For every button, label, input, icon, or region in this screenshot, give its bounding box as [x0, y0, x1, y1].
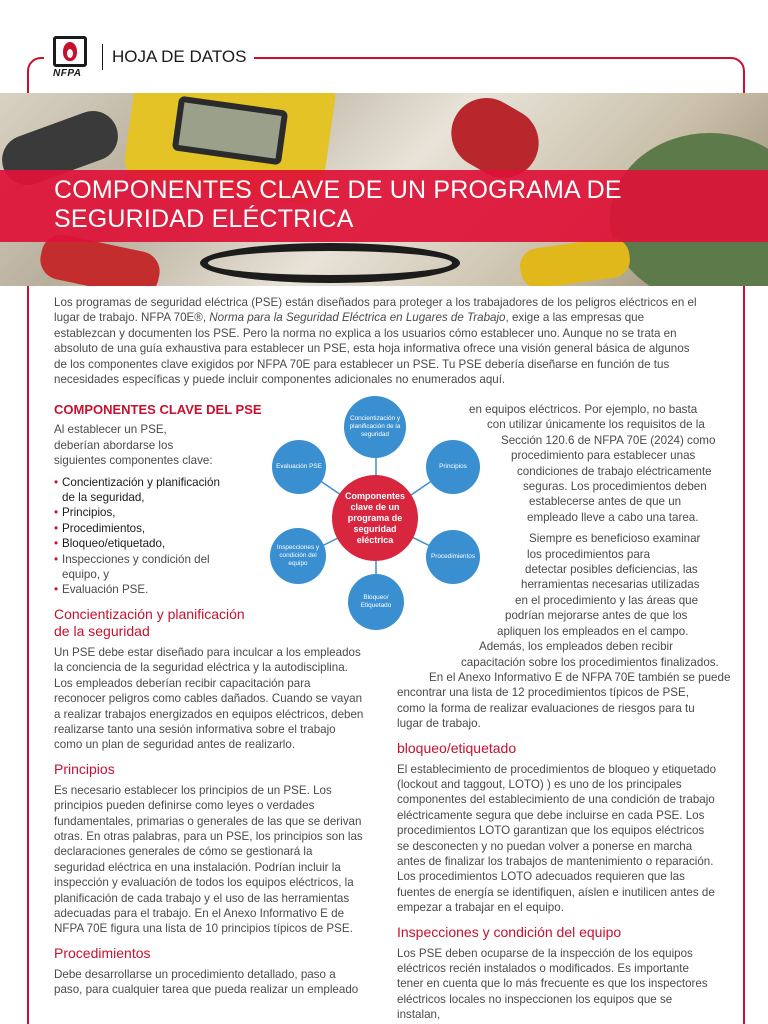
diagram-node-lockout: Bloqueo/ Etiquetado [348, 574, 404, 630]
page-title: COMPONENTES CLAVE DE UN PROGRAMA DE SEGURIDAD ELÉCTRICA [54, 176, 622, 233]
procedures-heading: Procedimientos [54, 944, 151, 961]
procedures-continued: en equipos eléctricos. Por ejemplo, no basta con utilizar únicamente los requisitos de la Sección 120.6 de NFPA 70E (2024) como procedimiento para establecer unas condiciones de trabajo eléctricamente seguras. Los procedimientos deben establecerse antes de que un empleado lleve a cabo una tarea. Siempre es beneficioso examinar los procedimientos para detectar posibles deficiencias, las herramientas necesarias utilizadas en el procedimiento y las áreas que podrían mejorarse antes de que los apliquen los empleados en el campo. Además, los empleados deben recibir capacitación sobre los procedimientos finalizados. En el Anexo Informativo E de NFPA 70E también se puede [429, 403, 731, 684]
title-banner [0, 170, 768, 242]
awareness-body: Un PSE debe estar diseñado para inculcar a los empleados la conciencia de la seguridad eléctrica y la autodisciplina. Los empleados deberían recibir capacitación para reconocer peligros como cables dañados. Cuando se vayan a realizar trabajos energizados en equipos eléctricos, deben realizarse tanto una sesión informativa sobre el trabajo como un plan de seguridad antes de realizarlo. [54, 645, 364, 752]
diagram-center: Componentes clave de un programa de seguridad eléctrica [332, 475, 418, 561]
procedures-body: Debe desarrollarse un procedimiento detallado, paso a paso, para cualquier tarea que pueda realizar un empleado [54, 967, 359, 997]
diagram-node-procedures: Procedimientos [426, 530, 480, 584]
list-item: • Evaluación PSE. [54, 582, 234, 597]
nfpa-logo [44, 34, 104, 80]
inspections-heading: Inspecciones y condición del equipo [397, 923, 622, 940]
key-components-list [54, 475, 234, 598]
principles-body: Es necesario establecer los principios de un PSE. Los principios pueden definirse como leyes o verdades fundamentales, primarias o generales de las que se derivan otras. En otras palabras, para un PSE, los principios son las declaraciones generales de cómo se gestionará la seguridad eléctrica en una instalación. Podrían incluir la inspección y evaluación de todos los equipos eléctricos, la planificación de cada trabajo y el uso de las herramientas adecuadas para el trabajo. En el Anexo Informativo E de NFPA 70E figura una lista de 10 principios típicos de PSE. [54, 783, 363, 936]
principles-heading: Principios [54, 760, 115, 777]
intro-paragraph: Los programas de seguridad eléctrica (PSE) están diseñados para proteger a los trabajadores de los peligros eléctricos en el lugar de trabajo. NFPA 70E®, Norma para la Seguridad Eléctrica en Lugares de Trabajo, exige a las empresas que establezcan y documenten los PSE. Pero la norma no explica a los usuarios cómo establecer uno. Aunque no se trata en absoluto de una guía exhaustiva para establecer un PSE, esta hoja informativa ofrece una visión general básica de algunos de los componentes clave exigidos por NFPA 70E para establecer un PSE. Tu PSE debería diseñarse en función de tus necesidades específicas y puede incluir componentes adicionales no enumerados aquí. [54, 296, 697, 387]
diagram-node-awareness: Concientización y planificación de la seguridad [344, 396, 406, 458]
list-item: • Concientización y planificación de la seguridad, [54, 475, 234, 506]
awareness-heading: Concientización y planificación de la seguridad [54, 605, 245, 639]
logo-text: NFPA [53, 68, 82, 79]
nfpa-logo-icon [53, 36, 87, 67]
diagram-node-inspections: Inspecciones y condición del equipo [270, 528, 326, 584]
header-title: HOJA DE DATOS [102, 44, 254, 70]
key-components-heading: COMPONENTES CLAVE DEL PSE [54, 402, 262, 417]
diagram-node-evaluation: Evaluación PSE [272, 440, 326, 494]
lockout-heading: bloqueo/etiquetado [397, 739, 517, 756]
diagram-node-principles: Principios [426, 440, 480, 494]
inspections-body: Los PSE deben ocuparse de la inspección de los equipos eléctricos recién instalados o modificados. Es importante tener en cuenta que lo más frecuente es que los inspectores eléctricos locales no inspeccionen los equipos que se instalan, [397, 946, 708, 1022]
list-item: • Bloqueo/etiquetado, [54, 536, 234, 551]
list-item: • Procedimientos, [54, 521, 234, 536]
procedures-tail: encontrar una lista de 12 procedimientos típicos de PSE, como la forma de realizar evaluaciones de riesgos para tu lugar de trabajo. [397, 686, 695, 731]
list-item: • Inspecciones y condición del equipo, y [54, 552, 234, 583]
right-column [397, 402, 731, 1024]
lockout-body: El establecimiento de procedimientos de bloqueo y etiquetado (lockout and taggout, LOTO) ) es uno de los principales componentes del establecimiento de una condición de trabajo eléctricamente segura que debe incluirse en cada PSE. Los procedimientos LOTO garantizan que los equipos eléctricos se desconecten y no puedan volver a ponerse en marcha antes de finalizar los trabajos de mantenimiento o reparación. Los procedimientos LOTO adecuados requieren que las fuentes de energía se identifiquen, aíslen e inutilicen antes de empezar a trabajar en el equipo. [397, 762, 717, 915]
list-item: • Principios, [54, 505, 234, 520]
key-components-lead: Al establecer un PSE, deberían abordarse los siguientes componentes clave: [54, 423, 213, 468]
